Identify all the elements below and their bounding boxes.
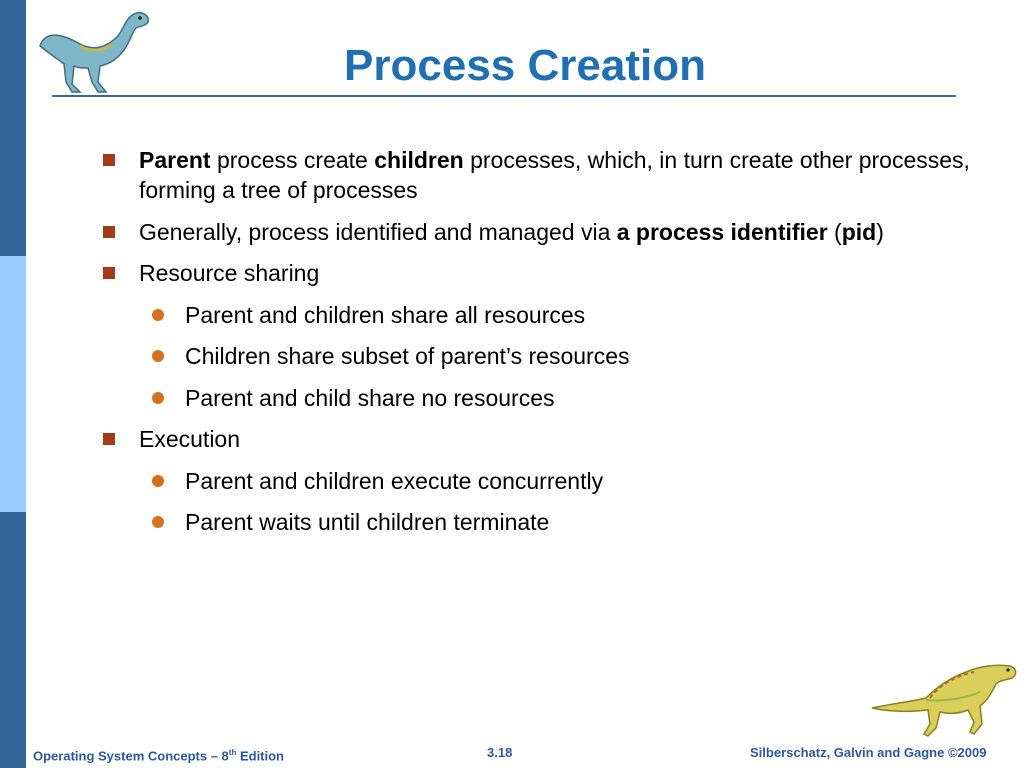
footer-edition-text: Edition: [236, 748, 285, 764]
bullet-text: ): [876, 219, 884, 245]
bullet-text: (: [827, 219, 842, 245]
sub-bullet-concurrent: Parent and children execute concurrently: [185, 468, 604, 494]
sub-bullet-wait: Parent waits until children terminate: [185, 509, 550, 535]
bullet-text: processes, which, in turn create other processes, forming a tree of processes: [139, 147, 970, 203]
side-stripe-middle: [0, 256, 26, 512]
bullet-resource-sharing: Resource sharing: [139, 260, 320, 286]
bullet-bold-text: Parent: [139, 147, 211, 173]
round-bullet-icon: [152, 309, 164, 321]
round-bullet-icon: [152, 350, 164, 362]
bullet-execution: Execution: [139, 426, 241, 452]
square-bullet-icon: [103, 267, 115, 279]
square-bullet-icon: [103, 154, 115, 166]
side-stripe-top: [0, 0, 26, 256]
bullet-bold-text: a process identifier: [616, 219, 828, 245]
slide-title: Process Creation: [344, 41, 706, 90]
sub-bullet-share-none: Parent and child share no resources: [185, 385, 555, 411]
bullet-parent-children: [139, 145, 999, 205]
bullet-text: process create: [210, 147, 375, 173]
square-bullet-icon: [103, 226, 115, 238]
footer-edition-superscript: th: [228, 748, 237, 757]
sub-bullet-share-subset: Children share subset of parent’s resources: [185, 343, 630, 369]
round-bullet-icon: [152, 475, 164, 487]
bullet-process-identifier: [139, 217, 999, 247]
round-bullet-icon: [152, 392, 164, 404]
square-bullet-icon: [103, 433, 115, 445]
footer-book-title: [33, 744, 284, 765]
page-number: 3.18: [487, 745, 513, 760]
dinosaur-logo-icon: [870, 658, 1020, 738]
bullet-text: Generally, process identified and managed via: [139, 219, 617, 245]
sub-bullet-share-all: Parent and children share all resources: [185, 302, 586, 328]
bullet-bold-text: pid: [841, 219, 877, 245]
round-bullet-icon: [152, 516, 164, 528]
footer-title-text: Operating System Concepts – 8: [33, 748, 229, 764]
side-stripe-bottom: [0, 512, 26, 768]
footer-authors: Silberschatz, Galvin and Gagne ©2009: [750, 745, 987, 760]
title-divider: [52, 95, 956, 97]
bullet-bold-text: children: [374, 147, 464, 173]
